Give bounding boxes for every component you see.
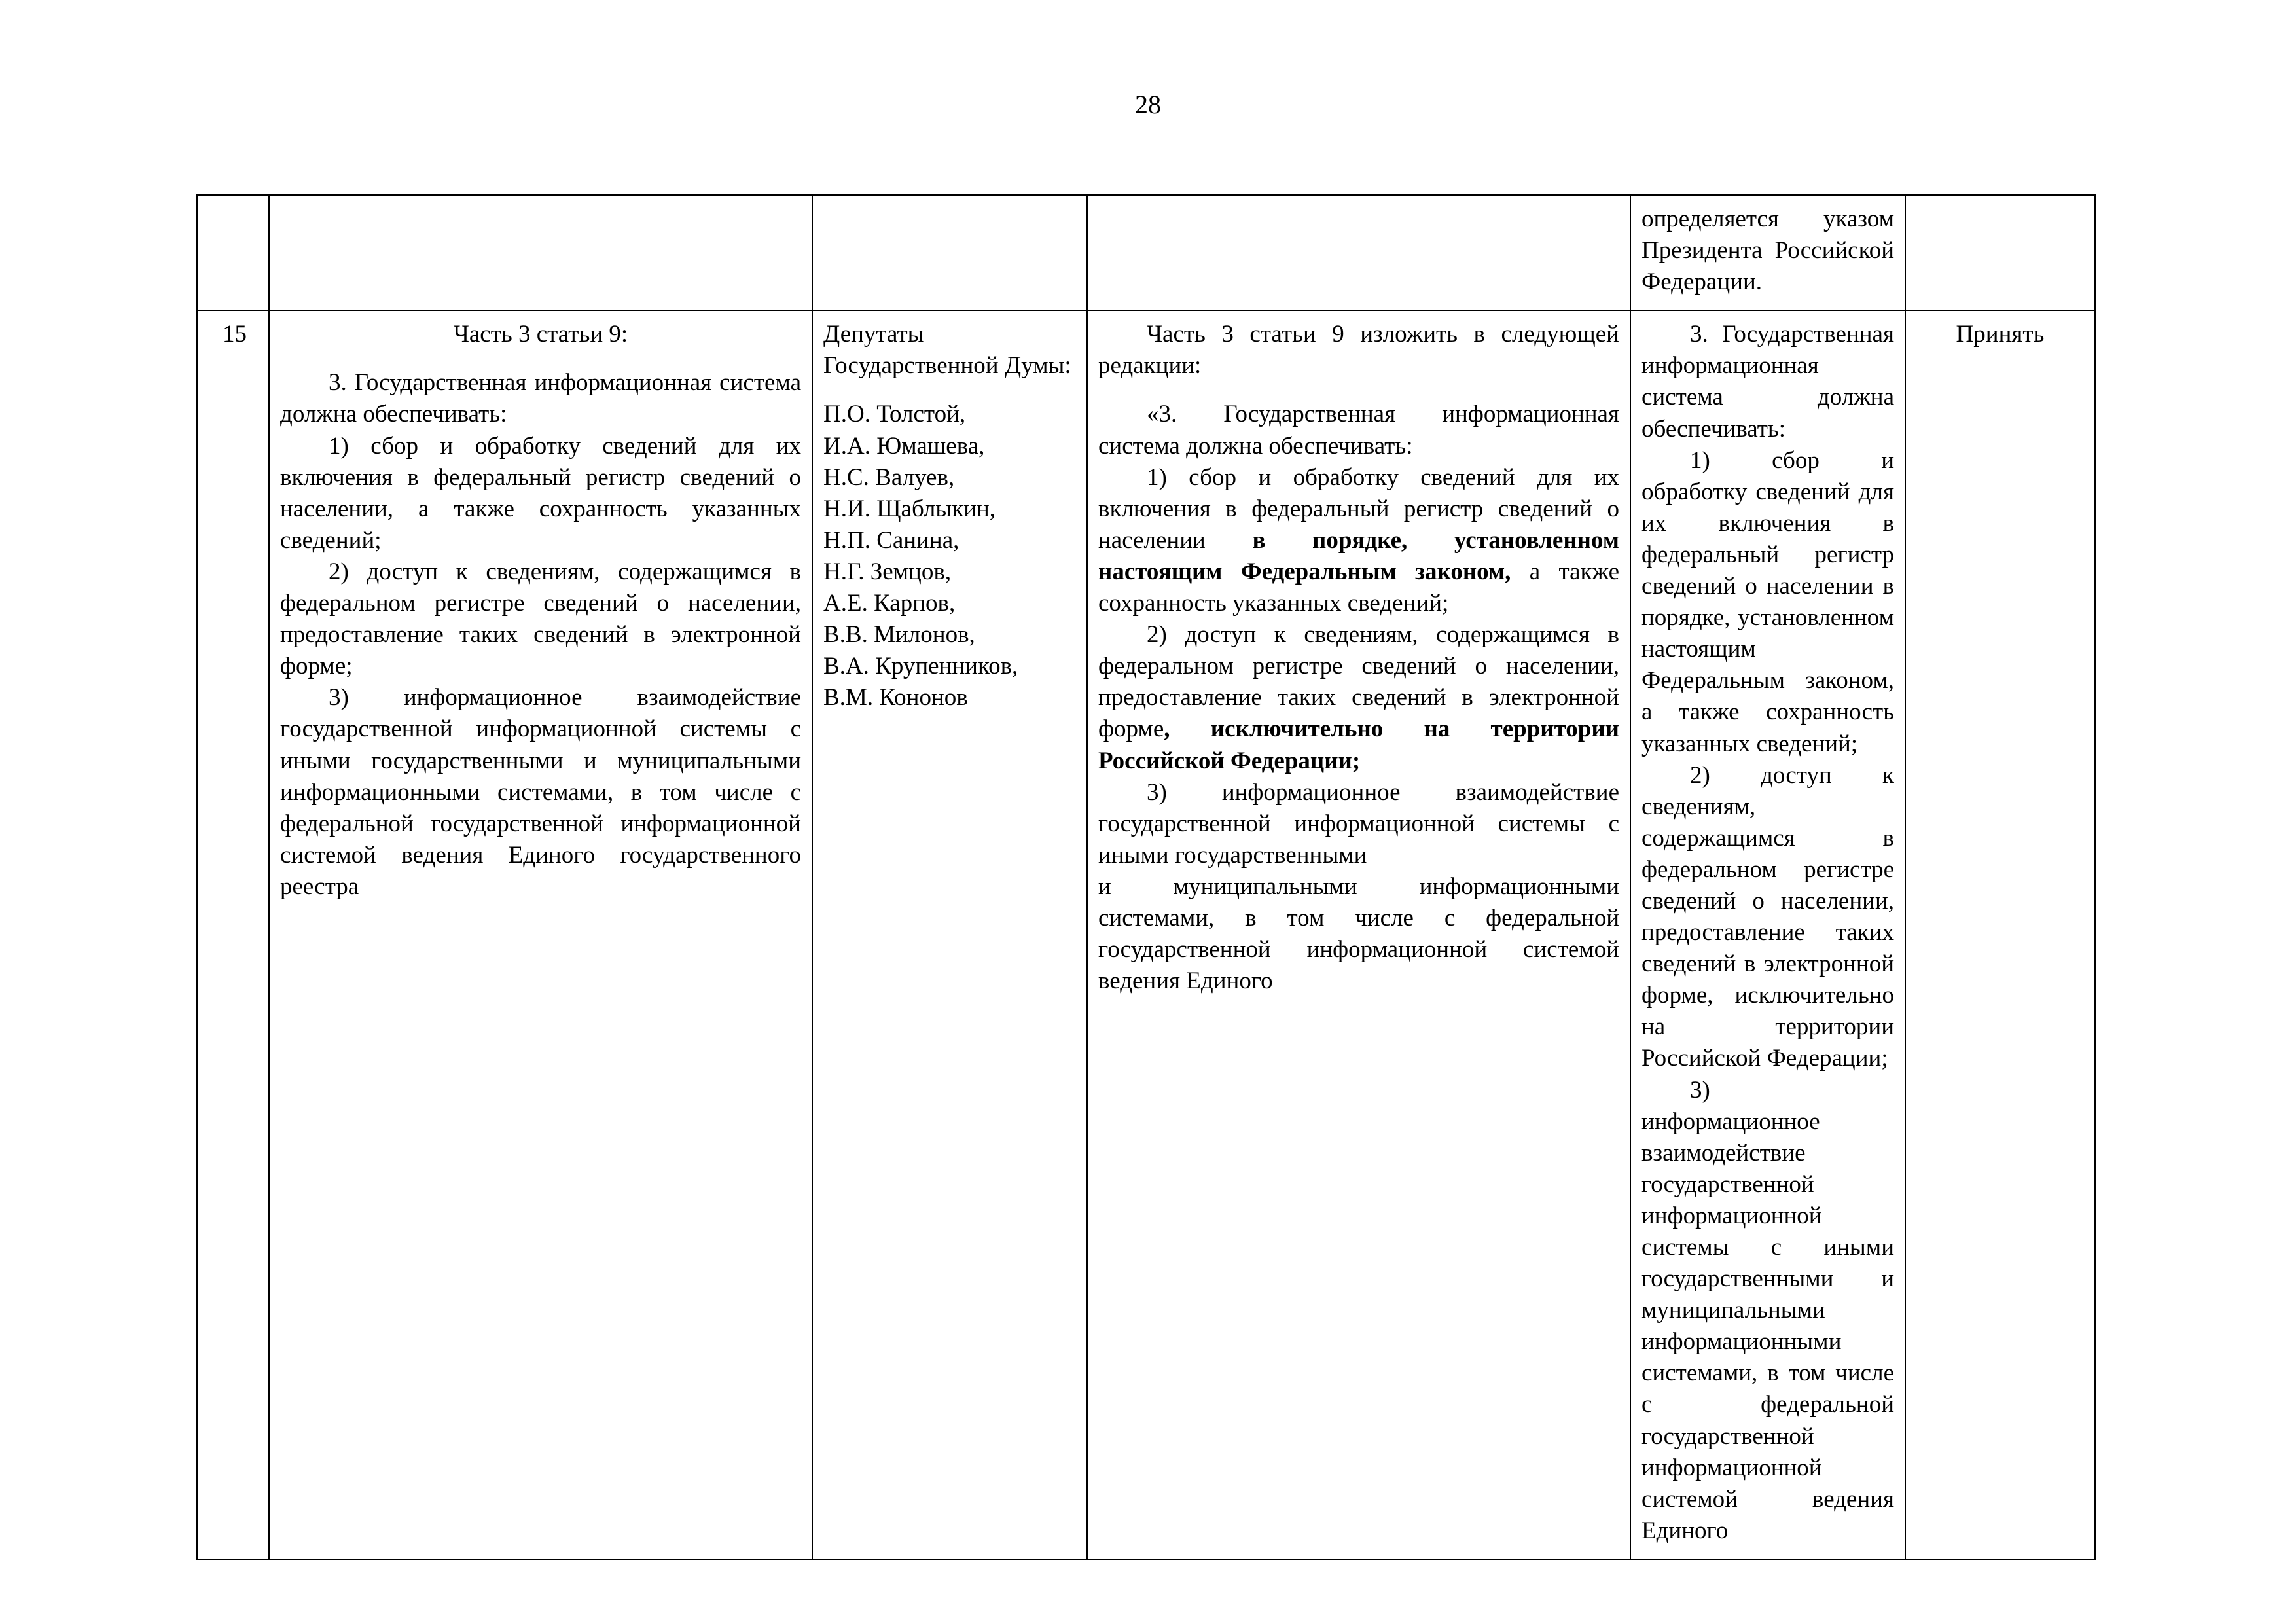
original-text-heading: Часть 3 статьи 9: [453,321,628,348]
author-name: В.А. Крупенников, [823,653,1018,680]
cell-authors [812,310,1087,1559]
author-name: Н.С. Валуев, [823,463,955,491]
original-text-paragraph: 2) доступ к сведениям, содержащимся в федеральном регистре сведений о населении, предоставление таких сведений в электронной форме; [280,558,801,680]
cell-resulting-text [1630,195,1905,310]
authors-title: Депутаты Государственной Думы: [823,321,1071,380]
author-name: И.А. Юмашева, [823,432,985,460]
author-name: Н.Г. Земцов, [823,558,952,585]
author-name: Н.П. Санина, [823,526,960,554]
original-text-paragraph: 3. Государственная информационная система должна обеспечивать: [280,369,801,428]
spacer [1098,382,1619,399]
resulting-text-paragraph: 2) доступ к сведениям, содержащимся в федеральном регистре сведений о населении, предоставление таких сведений в электронной форме, исключительно на территории Российской Федерации; [1641,761,1894,1072]
table-row [197,310,2095,1559]
cell-amendment [1087,195,1630,310]
page-number: 28 [1135,90,1161,119]
resulting-text-line: определяется указом Президента Российской Федерации. [1641,206,1894,296]
cell-amendment [1087,310,1630,1559]
table-row [197,195,2095,310]
spacer [823,382,1076,399]
cell-decision [1905,310,2095,1559]
amendment-paragraph: 2) доступ к сведениям, содержащимся в федеральном регистре сведений о населении, предоставление таких сведений в электронной форме, исключительно на территории Российской Федерации; [1098,621,1619,774]
cell-number [197,310,269,1559]
resulting-text-paragraph: 3) информационное взаимодействие государственной информационной системы с иными государственными и муниципальными информационными системами, в том числе с федеральной государственной информационной системой ведения Единого [1641,1076,1894,1544]
cell-resulting-text [1630,310,1905,1559]
cell-authors [812,195,1087,310]
decision-text: Принять [1956,321,2045,348]
cell-original-text [269,310,812,1559]
resulting-text-paragraph: 1) сбор и обработку сведений для их включения в федеральный регистр сведений о населении в порядке, установленном настоящим Федеральным законом, а также сохранность указанных сведений; [1641,446,1894,757]
amendment-paragraph: и муниципальными информационными системами, в том числе с федеральной государственной информационной системой ведения Единого [1098,873,1619,995]
resulting-text-paragraph: 3. Государственная информационная система должна обеспечивать: [1641,321,1894,442]
spacer [280,350,801,367]
cell-decision [1905,195,2095,310]
amendment-intro: Часть 3 статьи 9 изложить в следующей редакции: [1098,321,1619,380]
original-text-paragraph: 1) сбор и обработку сведений для их включения в федеральный регистр сведений о населении, а также сохранность указанных сведений; [280,432,801,554]
cell-original-text [269,195,812,310]
author-name: Н.И. Щаблыкин, [823,495,996,522]
cell-number [197,195,269,310]
author-name: В.В. Милонов, [823,621,975,649]
row-number: 15 [223,321,247,348]
author-name: П.О. Толстой, [823,401,966,428]
amendment-paragraph: 3) информационное взаимодействие государственной информационной системы с иными государственными [1098,778,1619,869]
author-name: А.Е. Карпов, [823,590,956,617]
original-text-paragraph: 3) информационное взаимодействие государственной информационной системы с иными государственными и муниципальными информационными системами, в том числе с федеральной государственной информационной системой ведения Единого государственного реестра [280,684,801,900]
amendment-paragraph: 1) сбор и обработку сведений для их включения в федеральный регистр сведений о населении в порядке, установленном настоящим Федеральным законом, а также сохранность указанных сведений; [1098,463,1619,617]
amendment-paragraph: «3. Государственная информационная система должна обеспечивать: [1098,401,1619,460]
amendments-table [196,194,2096,1560]
amendments-table-wrapper [196,194,2045,1560]
author-name: В.М. Кононов [823,684,968,712]
